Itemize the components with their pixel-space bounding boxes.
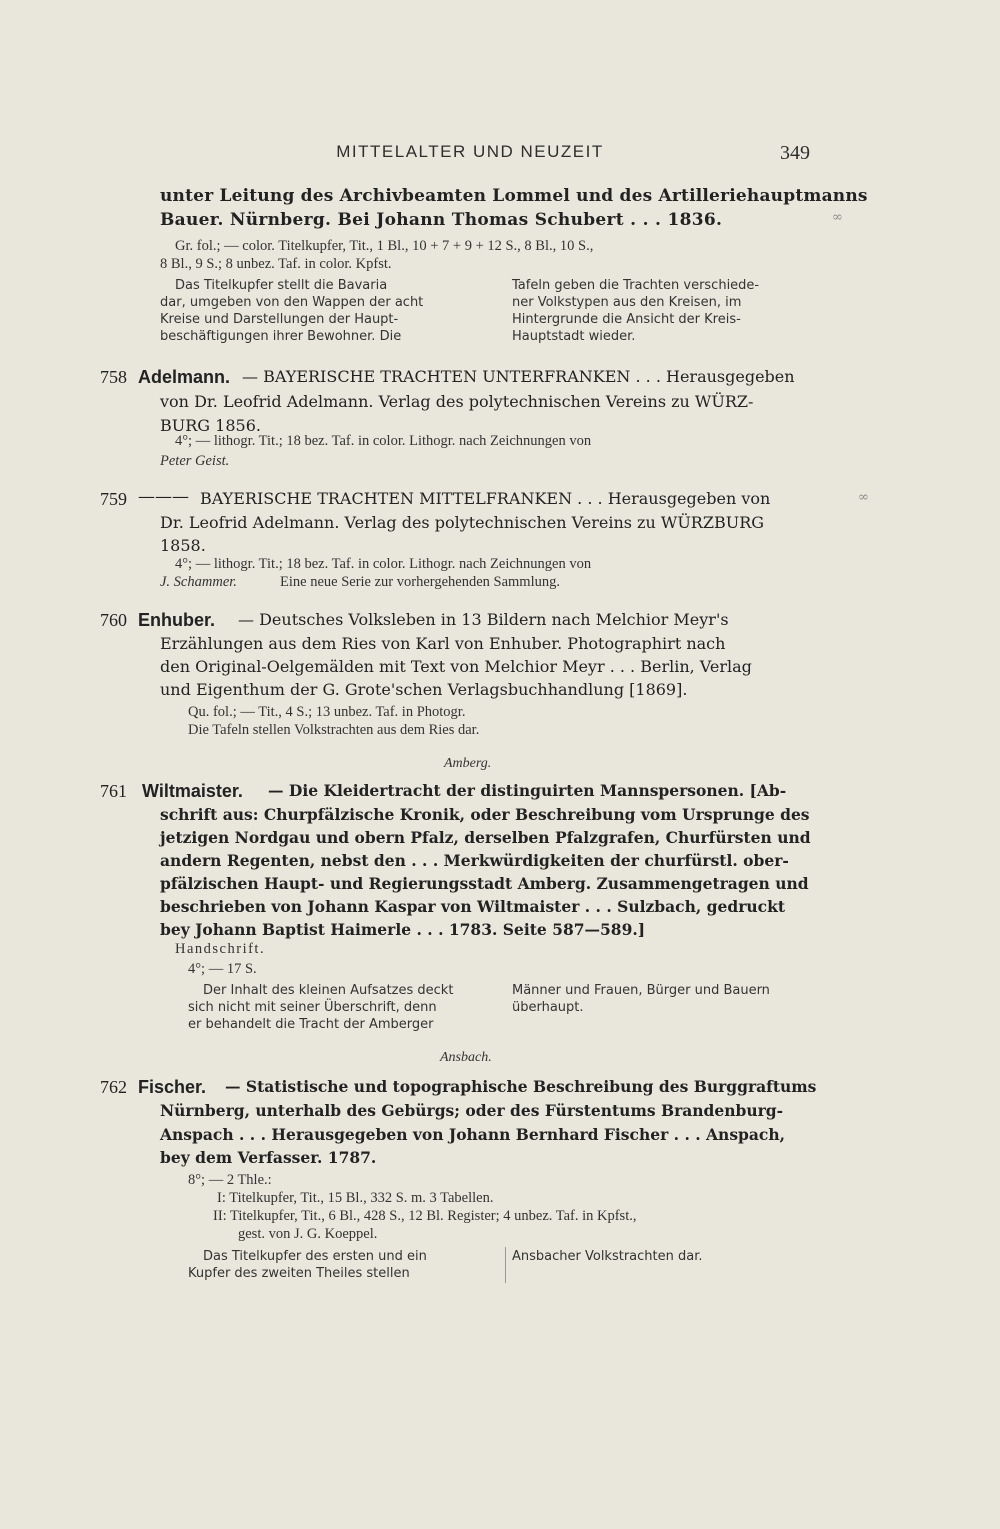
note-left-line: dar, umgeben von den Wappen der acht	[160, 295, 424, 310]
entry-text-line: BURG 1856.	[160, 416, 261, 435]
note-left-line: Das Titelkupfer stellt die Bavaria	[175, 278, 388, 293]
entry-text-line: BAYERISCHE TRACHTEN MITTELFRANKEN . . . Herausgegeben von	[200, 489, 771, 508]
note-right-line: Hintergrunde die Ansicht der Kreis-	[512, 312, 741, 327]
section-place-heading: Amberg.	[444, 756, 492, 771]
entry-number: 759	[100, 489, 127, 509]
entry-text-line: beschrieben von Johann Kaspar von Wiltmaister . . . Sulzbach, gedruckt	[160, 897, 785, 916]
entry-number: 758	[100, 367, 127, 387]
note-right-line: Hauptstadt wieder.	[512, 329, 636, 344]
section-place-heading: Ansbach.	[440, 1050, 492, 1065]
format-line: Gr. fol.; — color. Titelkupfer, Tit., 1 Bl., 10 + 7 + 9 + 12 S., 8 Bl., 10 S.,	[175, 238, 594, 254]
format-line: 4°; — 17 S.	[188, 961, 257, 977]
entry-author: Enhuber.	[138, 610, 216, 630]
entry-author: Wiltmaister.	[142, 781, 243, 801]
entry-text-line: bey dem Verfasser. 1787.	[160, 1148, 377, 1167]
entry-text-line: jetzigen Nordgau und obern Pfalz, derselben Pfalzgrafen, Churfürsten und	[160, 828, 811, 847]
note-left-line: Das Titelkupfer des ersten und ein	[203, 1249, 427, 1264]
entry-text-line: 1858.	[160, 536, 206, 555]
format-line: II: Titelkupfer, Tit., 6 Bl., 428 S., 12 Bl. Register; 4 unbez. Taf. in Kpfst.,	[213, 1208, 637, 1224]
note-left-line: er behandelt die Tracht der Amberger	[188, 1017, 434, 1032]
format-line: Handschrift.	[175, 941, 266, 957]
entry-text-line: von Dr. Leofrid Adelmann. Verlag des polytechnischen Vereins zu WÜRZ-	[160, 392, 754, 411]
entry-text-line: schrift aus: Churpfälzische Kronik, oder Beschreibung vom Ursprunge des	[160, 805, 810, 824]
entry-text-line: pfälzischen Haupt- und Regierungsstadt Amberg. Zusammengetragen und	[160, 874, 809, 893]
entry-text-line: unter Leitung des Archivbeamten Lommel und des Artilleriehauptmanns	[160, 186, 868, 206]
note-left-line: Kreise und Darstellungen der Haupt-	[160, 312, 399, 327]
entry-text-line: den Original-Oelgemälden mit Text von Melchior Meyr . . . Berlin, Verlag	[160, 657, 752, 676]
entry-text-line: Dr. Leofrid Adelmann. Verlag des polytechnischen Vereins zu WÜRZBURG	[160, 513, 765, 532]
format-line: 8 Bl., 9 S.; 8 unbez. Taf. in color. Kpfst.	[160, 256, 392, 272]
format-line: J. Schammer.	[160, 574, 237, 590]
note-left-line: Kupfer des zweiten Theiles stellen	[188, 1266, 410, 1281]
entry-text-line: Bauer. Nürnberg. Bei Johann Thomas Schubert . . . 1836.	[160, 210, 723, 230]
entry-text-line: und Eigenthum der G. Grote'schen Verlagsbuchhandlung [1869].	[160, 680, 688, 699]
entry-text-line: andern Regenten, nebst den . . . Merkwürdigkeiten der churfürstl. ober-	[160, 851, 789, 870]
margin-mark: ∞	[858, 490, 869, 505]
entry-author: Adelmann.	[138, 367, 231, 387]
entry-number: 760	[100, 610, 127, 630]
note-right-line: überhaupt.	[512, 1000, 584, 1015]
format-line: 4°; — lithogr. Tit.; 18 bez. Taf. in color. Lithogr. nach Zeichnungen von	[175, 556, 592, 572]
note-right-line: ner Volkstypen aus den Kreisen, im	[512, 295, 742, 310]
note-left-line: beschäftigungen ihrer Bewohner. Die	[160, 329, 402, 344]
entry-author: Fischer.	[138, 1077, 207, 1097]
note-right-line: Ansbacher Volkstrachten dar.	[512, 1249, 703, 1264]
entry-text-line: Nürnberg, unterhalb des Gebürgs; oder des Fürstentums Brandenburg-	[160, 1101, 784, 1120]
entry-text-line: Anspach . . . Herausgegeben von Johann Bernhard Fischer . . . Anspach,	[160, 1125, 786, 1144]
format-line: Die Tafeln stellen Volkstrachten aus dem Ries dar.	[188, 722, 480, 738]
format-line: gest. von J. G. Koeppel.	[238, 1226, 378, 1242]
note-left-line: Der Inhalt des kleinen Aufsatzes deckt	[203, 983, 454, 998]
entry-text-line: — BAYERISCHE TRACHTEN UNTERFRANKEN . . . Herausgegeben	[242, 367, 795, 386]
entry-text-line: bey Johann Baptist Haimerle . . . 1783. Seite 587—589.]	[160, 920, 646, 939]
column-divider	[505, 1247, 506, 1283]
note-right-line: Tafeln geben die Trachten verschiede-	[512, 278, 760, 293]
entry-number: 761	[100, 781, 127, 801]
format-line: Peter Geist.	[160, 453, 230, 469]
format-line: Eine neue Serie zur vorhergehenden Sammlung.	[280, 574, 560, 590]
format-line: 8°; — 2 Thle.:	[188, 1172, 272, 1188]
entry-number: 762	[100, 1077, 127, 1097]
margin-mark: ∞	[832, 210, 843, 225]
running-header: MITTELALTER UND NEUZEIT	[336, 142, 604, 161]
format-line: I: Titelkupfer, Tit., 15 Bl., 332 S. m. 3 Tabellen.	[217, 1190, 494, 1206]
format-line: 4°; — lithogr. Tit.; 18 bez. Taf. in color. Lithogr. nach Zeichnungen von	[175, 433, 592, 449]
note-right-line: Männer und Frauen, Bürger und Bauern	[512, 983, 770, 998]
note-left-line: sich nicht mit seiner Überschrift, denn	[188, 1000, 437, 1015]
page-number: 349	[780, 142, 810, 164]
entry-text-line: — Die Kleidertracht der distinguirten Mannspersonen. [Ab-	[268, 781, 787, 800]
format-line: Qu. fol.; — Tit., 4 S.; 13 unbez. Taf. in Photogr.	[188, 704, 466, 720]
entry-dash: ———	[138, 487, 189, 507]
entry-text-line: Erzählungen aus dem Ries von Karl von Enhuber. Photographirt nach	[160, 634, 726, 653]
entry-text-line: — Deutsches Volksleben in 13 Bildern nach Melchior Meyr's	[238, 610, 729, 629]
entry-text-line: — Statistische und topographische Beschreibung des Burggraftums	[225, 1077, 817, 1096]
